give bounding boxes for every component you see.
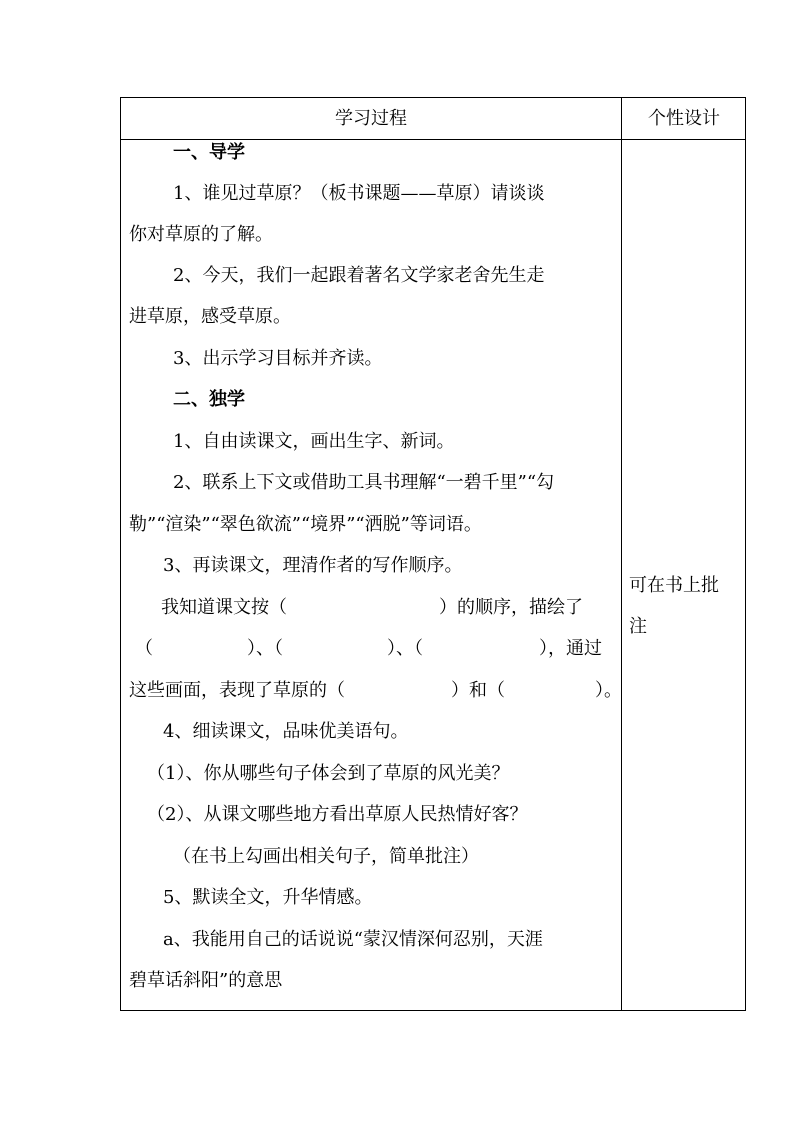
- section-title-guide: 一、导学: [173, 142, 245, 163]
- lesson-table: [120, 97, 746, 1011]
- guide-item-1-line-2: 你对草原的了解。: [129, 224, 273, 245]
- guide-item-1-line-1: 1、谁见过草原？（板书课题——草原）请谈谈: [173, 183, 545, 204]
- guide-item-2-line-1: 2、今天，我们一起跟着著名文学家老舍先生走: [173, 265, 545, 286]
- fill-blank-line-1-start: 我知道课文按（: [161, 597, 287, 618]
- fill-blank-line-2-d: ），通过: [539, 638, 602, 659]
- item-a-line-2: 碧草话斜阳”的意思: [129, 970, 283, 991]
- question-1: （1）、你从哪些句子体会到了草原的风光美？: [147, 763, 510, 784]
- question-2: （2）、从课文哪些地方看出草原人民热情好客？: [147, 804, 528, 825]
- fill-blank-line-2-c: ）、（: [387, 638, 423, 659]
- column-divider: [621, 98, 622, 1010]
- item-a-line-1: a、我能用自己的话说说“蒙汉情深何忍别，天涯: [163, 929, 543, 950]
- self-study-item-4: 4、细读课文，品味优美语句。: [163, 721, 409, 742]
- header-personal-design: 个性设计: [648, 108, 720, 129]
- fill-blank-line-2-b: ）、（: [247, 638, 283, 659]
- header-divider: [121, 139, 745, 140]
- self-study-item-2-line-1: 2、联系上下文或借助工具书理解“一碧千里”“勾: [173, 472, 555, 493]
- fill-blank-line-3-c: ）。: [595, 680, 622, 701]
- self-study-item-1: 1、自由读课文，画出生字、新词。: [173, 431, 455, 452]
- fill-blank-line-3-a: 这些画面，表现了草原的（: [129, 680, 345, 701]
- side-note-line-2: 注: [629, 616, 647, 637]
- header-learning-process: 学习过程: [335, 108, 407, 129]
- guide-item-2-line-2: 进草原，感受草原。: [129, 306, 291, 327]
- annotation-note: （在书上勾画出相关句子，简单批注）: [173, 846, 479, 867]
- fill-blank-line-1-end: ）的顺序，描绘了: [439, 597, 583, 618]
- section-title-self-study: 二、独学: [173, 389, 245, 410]
- self-study-item-2-line-2: 勒”“渲染”“翠色欲流”“境界”“洒脱”等词语。: [129, 514, 482, 535]
- self-study-item-5: 5、默读全文，升华情感。: [163, 887, 373, 908]
- fill-blank-line-2-a: （: [135, 638, 153, 659]
- personal-design-note: [629, 565, 744, 647]
- guide-item-3: 3、出示学习目标并齐读。: [173, 348, 383, 369]
- fill-blank-line-3-b: ）和（: [451, 680, 505, 701]
- self-study-item-3: 3、再读课文，理清作者的写作顺序。: [163, 555, 463, 576]
- side-note-line-1: 可在书上批: [629, 575, 719, 596]
